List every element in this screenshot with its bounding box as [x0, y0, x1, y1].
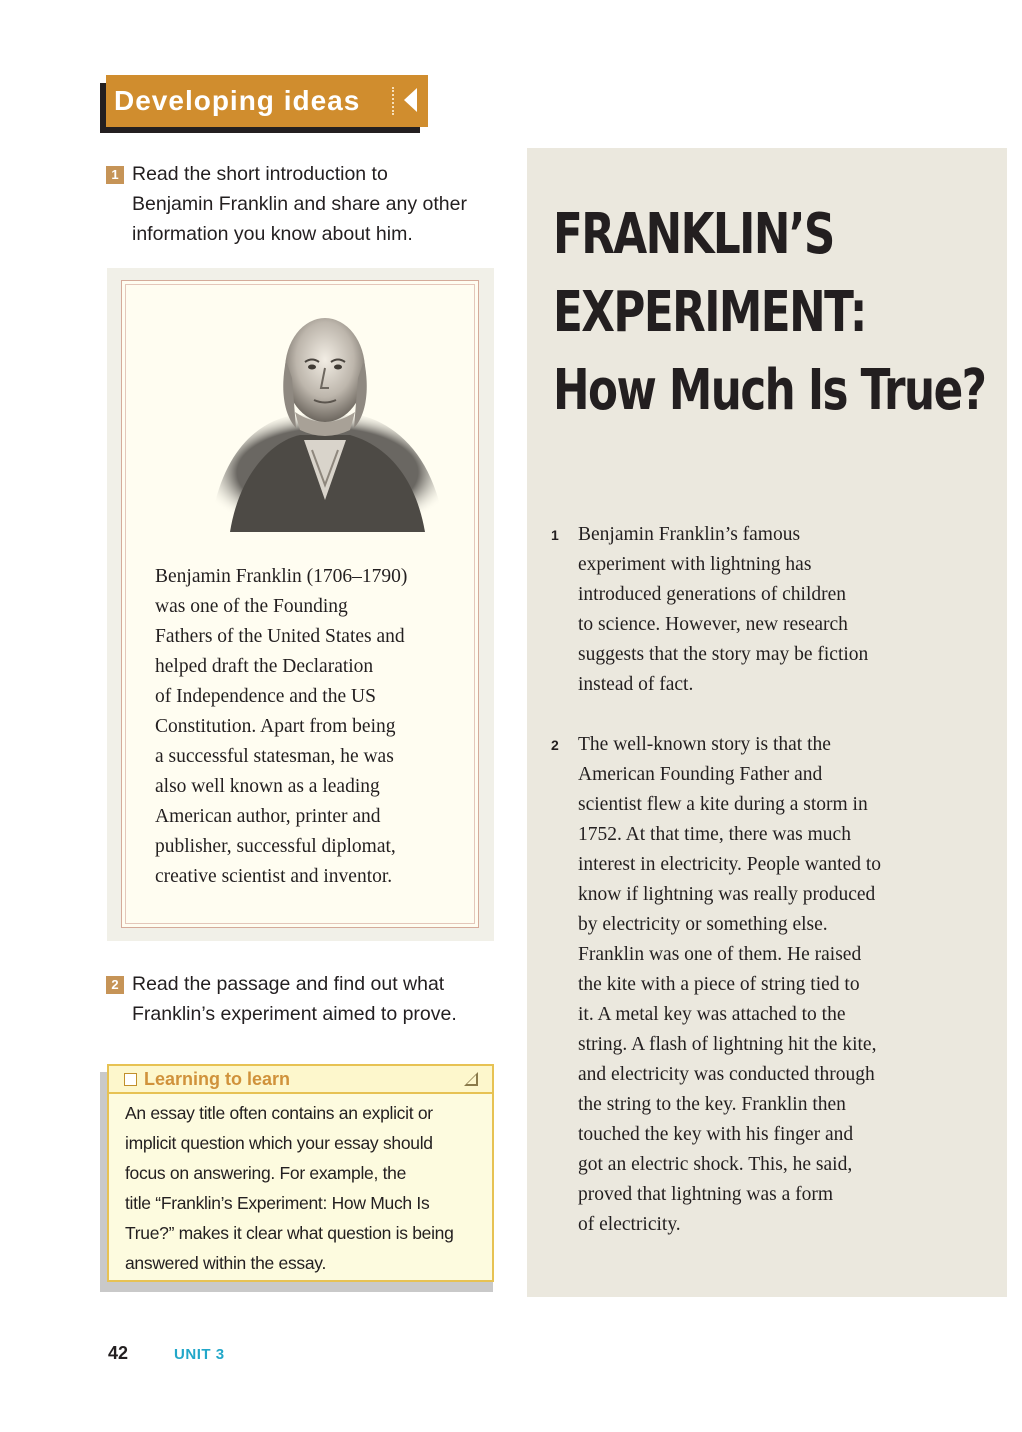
text-line: of electricity. — [578, 1214, 681, 1235]
text-line: it. A metal key was attached to the — [578, 1004, 846, 1025]
page-number: 42 — [108, 1343, 129, 1363]
text-line: Franklin’s experiment aimed to prove. — [132, 1003, 457, 1025]
text-line: also well known as a leading — [155, 776, 380, 797]
text-line: introduced generations of children — [578, 584, 847, 605]
text-line: focus on answering. For example, the — [125, 1163, 407, 1183]
text-line: the string to the key. Franklin then — [578, 1094, 846, 1115]
task-number-badge: 2 — [106, 976, 124, 994]
task-2-text — [132, 969, 506, 1029]
text-line: was one of the Founding — [155, 596, 348, 617]
text-line: suggests that the story may be fiction — [578, 644, 869, 665]
text-line: True?” makes it clear what question is being — [125, 1223, 454, 1243]
page-footer — [108, 1343, 225, 1364]
text-line: An essay title often contains an explicit or — [125, 1103, 433, 1123]
text-line: helped draft the Declaration — [155, 656, 374, 677]
text-line: to science. However, new research — [578, 614, 848, 635]
text-line: scientist flew a kite during a storm in — [578, 794, 868, 815]
text-line: Read the short introduction to — [132, 163, 388, 185]
text-line: Benjamin Franklin (1706–1790) — [155, 566, 408, 587]
text-line: Franklin was one of them. He raised — [578, 944, 862, 965]
franklin-portrait — [200, 300, 450, 540]
text-line: and electricity was conducted through — [578, 1064, 875, 1085]
text-line: proved that lightning was a form — [578, 1184, 834, 1205]
learning-to-learn-box — [107, 1064, 494, 1282]
task-1-text — [132, 159, 506, 249]
text-line: answered within the essay. — [125, 1253, 327, 1273]
text-line: instead of fact. — [578, 674, 694, 695]
paragraph-text — [578, 520, 921, 700]
text-line: string. A flash of lightning hit the kite, — [578, 1034, 877, 1055]
headline-line: How Much Is True? — [553, 358, 986, 423]
corner-triangle-inner — [467, 1075, 476, 1084]
learning-box-heading: Learning to learn — [144, 1068, 291, 1089]
text-line: The well-known story is that the — [578, 734, 831, 755]
text-line: information you know about him. — [132, 223, 413, 245]
unit-label: UNIT 3 — [174, 1346, 225, 1363]
text-line: touched the key with his finger and — [578, 1124, 854, 1145]
text-line: interest in electricity. People wanted to — [578, 854, 882, 875]
paragraph-text — [578, 730, 921, 1240]
article-headline — [553, 196, 986, 430]
section-title: Developing ideas — [114, 85, 361, 116]
text-line: title “Franklin’s Experiment: How Much Is — [125, 1193, 430, 1213]
caret-left-icon — [404, 88, 417, 112]
text-line: Fathers of the United States and — [155, 626, 405, 647]
headline-line: FRANKLIN’S — [553, 202, 834, 267]
text-line: Read the passage and find out what — [132, 973, 445, 995]
checkbox-icon — [124, 1073, 137, 1086]
task-number-badge: 1 — [106, 166, 124, 184]
text-line: 1752. At that time, there was much — [578, 824, 851, 845]
text-line: creative scientist and inventor. — [155, 866, 393, 887]
paragraph-number: 2 — [551, 737, 559, 753]
learning-box-header — [109, 1066, 492, 1094]
article-paragraph-1 — [551, 520, 921, 700]
section-header-bar — [106, 75, 428, 127]
headline-line: EXPERIMENT: — [553, 280, 866, 345]
text-line: publisher, successful diplomat, — [155, 836, 396, 857]
text-line: experiment with lightning has — [578, 554, 812, 575]
text-line: American Founding Father and — [578, 764, 823, 785]
article-paragraph-2 — [551, 730, 921, 1240]
text-line: the kite with a piece of string tied to — [578, 974, 860, 995]
task-1 — [106, 159, 506, 249]
franklin-bio — [155, 562, 455, 892]
text-line: know if lightning was really produced — [578, 884, 876, 905]
task-2 — [106, 969, 506, 1029]
text-line: Benjamin Franklin and share any other — [132, 193, 467, 215]
text-line: implicit question which your essay should — [125, 1133, 433, 1153]
text-line: American author, printer and — [155, 806, 381, 827]
text-line: of Independence and the US — [155, 686, 376, 707]
learning-box-body — [109, 1094, 492, 1278]
section-header — [100, 75, 428, 133]
text-line: got an electric shock. This, he said, — [578, 1154, 853, 1175]
paragraph-number: 1 — [551, 527, 559, 543]
section-header-divider — [392, 87, 394, 115]
text-line: by electricity or something else. — [578, 914, 828, 935]
text-line: Benjamin Franklin’s famous — [578, 524, 801, 545]
text-line: Constitution. Apart from being — [155, 716, 396, 737]
text-line: a successful statesman, he was — [155, 746, 394, 767]
